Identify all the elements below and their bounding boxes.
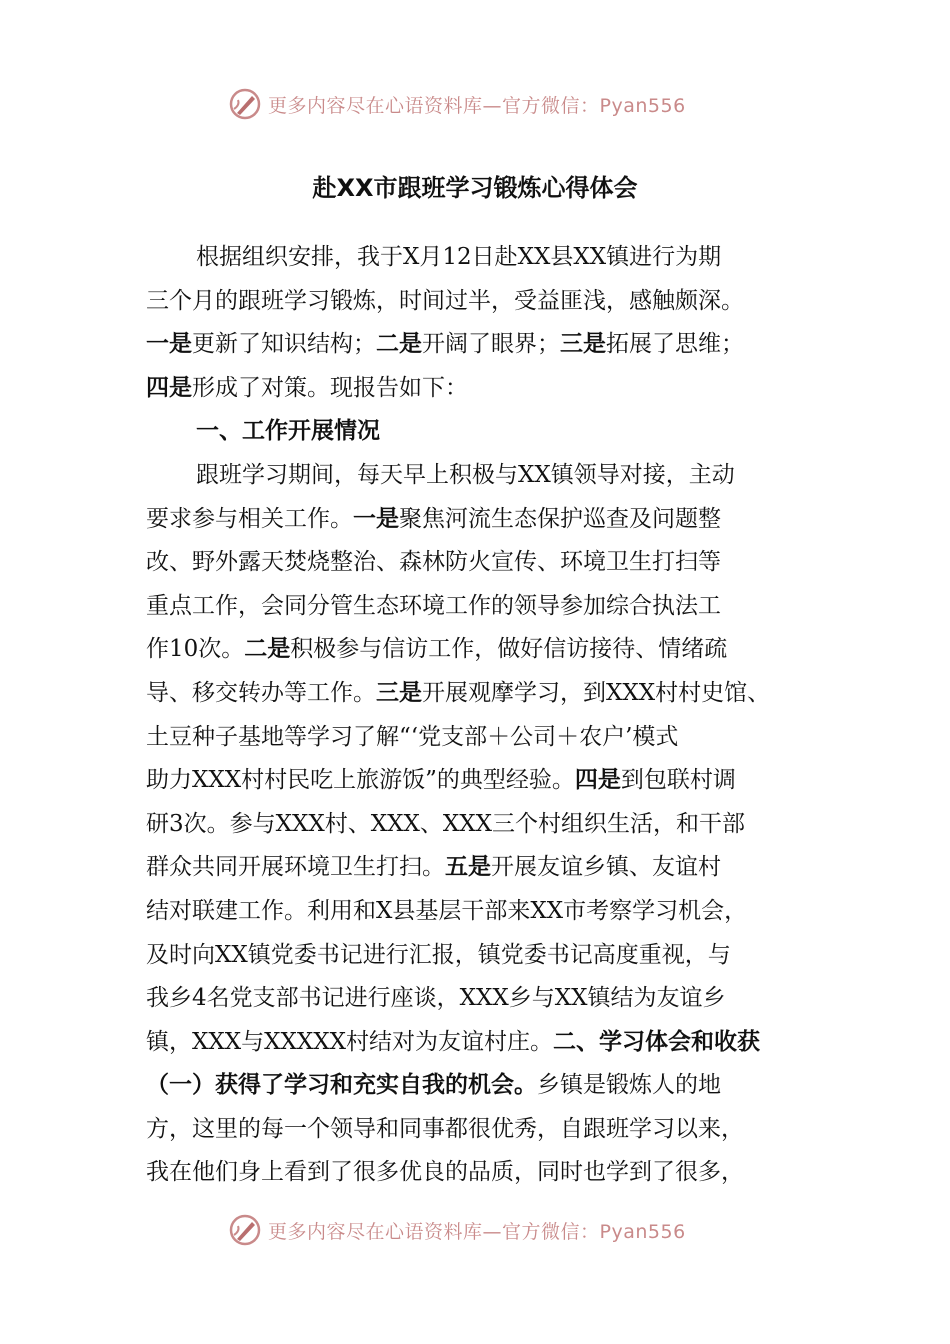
bold-text-segment: 二是 (244, 636, 291, 663)
text-segment: 结对联建工作。利用和X县基层干部来XX市考察学习机会， (146, 897, 748, 924)
document-body (146, 236, 826, 1195)
text-line (146, 934, 826, 978)
text-segment: 要求参与相关工作。 (146, 505, 353, 532)
text-segment: 镇，XXX与XXXXX村结对为友谊村庄。 (146, 1028, 553, 1055)
bold-text-segment: 二、学习体会和收获 (553, 1028, 760, 1055)
text-line (146, 803, 826, 847)
pen-circle-logo-icon (228, 87, 262, 121)
watermark-text: 更多内容尽在心语资料库—官方微信：Pyan556 (268, 1220, 686, 1243)
text-segment: 更新了知识结构； (192, 331, 376, 358)
text-segment: 跟班学习期间，每天早上积极与XX镇领导对接，主动 (196, 461, 735, 488)
text-segment: 聚焦河流生态保护巡查及问题整 (399, 505, 721, 532)
bold-text-segment: 一是 (146, 331, 192, 358)
text-line (146, 236, 826, 280)
text-segment: 土豆种子基地等学习了解“‘党支部＋公司＋农户’模式 (146, 723, 679, 750)
text-segment: 乡镇是锻炼人的地 (537, 1072, 721, 1099)
bold-text-segment: （一）获得了学习和充实自我的机会。 (146, 1072, 537, 1099)
text-segment: 到包联村调 (620, 767, 736, 794)
pen-circle-logo-icon (228, 1213, 262, 1247)
text-line (146, 628, 826, 672)
text-line (146, 759, 826, 803)
text-line (146, 846, 826, 890)
text-line (146, 890, 826, 934)
text-segment: 积极参与信访工作，做好信访接待、情绪疏 (290, 636, 728, 663)
text-segment: 方，这里的每一个领导和同事都很优秀，自跟班学习以来， (146, 1115, 744, 1142)
text-segment: 三个月的跟班学习锻炼，时间过半，受益匪浅，感触颇深。 (146, 287, 744, 314)
watermark-text: 更多内容尽在心语资料库—官方微信：Pyan556 (268, 94, 686, 117)
text-segment: 开阔了眼界； (422, 331, 560, 358)
text-segment: 及时向XX镇党委书记进行汇报，镇党委书记高度重视，与 (146, 941, 731, 968)
text-segment: 研3次。参与XXX村、XXX、XXX三个村组织生活，和干部 (146, 810, 745, 837)
bold-text-segment: 一、工作开展情况 (196, 418, 380, 445)
bold-text-segment: 三是 (376, 679, 422, 706)
text-line (146, 585, 826, 629)
text-line (146, 498, 826, 542)
text-line (146, 280, 826, 324)
text-line (146, 1151, 826, 1195)
text-line (146, 1064, 826, 1108)
text-segment: 我乡4名党支部书记进行座谈，XXX乡与XX镇结为友谊乡 (146, 985, 726, 1012)
text-segment: 助力XXX村村民吃上旅游饭”的典型经验。 (146, 767, 575, 794)
bold-text-segment: 四是 (146, 374, 192, 401)
text-segment: 重点工作，会同分管生态环境工作的领导参加综合执法工 (146, 592, 721, 619)
bold-text-segment: 四是 (574, 767, 621, 794)
bold-text-segment: 三是 (560, 331, 606, 358)
text-line (146, 716, 826, 760)
text-segment: 我在他们身上看到了很多优良的品质，同时也学到了很多， (146, 1159, 744, 1186)
watermark-banner-top (228, 84, 748, 124)
text-line (146, 977, 826, 1021)
text-segment: 群众共同开展环境卫生打扫。 (146, 854, 445, 881)
text-segment: 拓展了思维； (606, 331, 744, 358)
text-line (146, 1021, 826, 1065)
text-line (146, 454, 826, 498)
text-segment: 作10次。 (146, 636, 245, 663)
bold-text-segment: 五是 (445, 854, 491, 881)
bold-text-segment: 一是 (353, 505, 399, 532)
text-line (146, 672, 826, 716)
text-segment: 开展观摩学习，到XXX村村史馆、 (422, 679, 771, 706)
text-line (146, 367, 826, 411)
text-segment: 导、移交转办等工作。 (146, 679, 376, 706)
text-line (146, 1108, 826, 1152)
bold-text-segment: 二是 (376, 331, 422, 358)
text-segment: 形成了对策。现报告如下： (192, 374, 468, 401)
text-segment: 开展友谊乡镇、友谊村 (491, 854, 721, 881)
text-line (146, 541, 826, 585)
watermark-banner-bottom (228, 1210, 748, 1250)
text-segment: 改、野外露天焚烧整治、森林防火宣传、环境卫生打扫等 (146, 549, 721, 576)
text-line (146, 410, 826, 454)
document-title: 赴XX市跟班学习锻炼心得体会 (312, 174, 638, 202)
text-segment: 根据组织安排，我于X月12日赴XX县XX镇进行为期 (196, 244, 722, 270)
text-line (146, 323, 826, 367)
